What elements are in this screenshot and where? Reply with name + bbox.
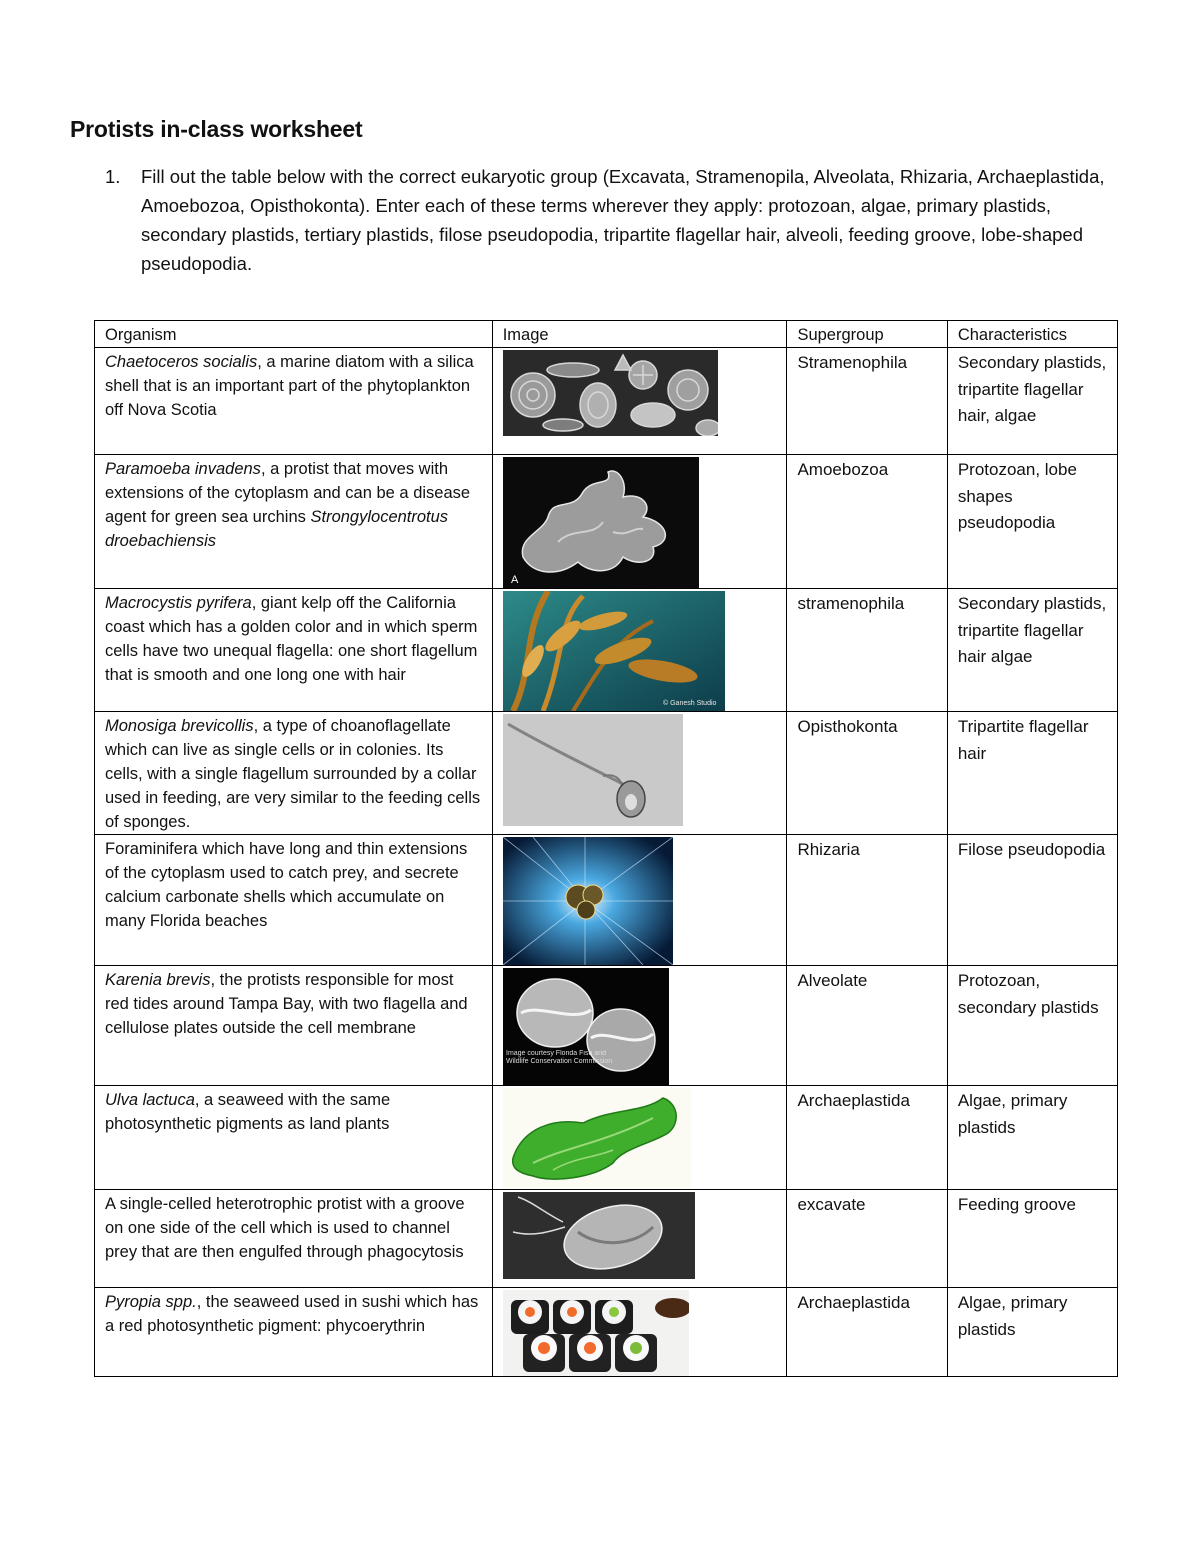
table-row: [95, 712, 1118, 835]
organism-cell: [95, 1190, 493, 1288]
header-supergroup: Supergroup: [787, 321, 947, 348]
organism-species: Chaetoceros socialis: [105, 353, 258, 371]
supergroup-cell: excavate: [787, 1190, 947, 1288]
image-cell: [492, 589, 787, 712]
characteristics-cell: Tripartite flagellar hair: [947, 712, 1117, 835]
excavate-micrograph: [503, 1192, 777, 1279]
image-cell: [492, 712, 787, 835]
image-cell: [492, 455, 787, 589]
diatoms-micrograph: [503, 350, 777, 436]
organism-species: Karenia brevis: [105, 971, 211, 989]
header-characteristics: Characteristics: [947, 321, 1117, 348]
organism-description: , the seaweed used in sushi which has a red photosynthetic pigment: phycoerythrin: [105, 1293, 479, 1335]
organism-description: , a type of choanoflagellate which can live as single cells or in colonies. Its cells, with a single flagellum surrounded by a collar used in feeding, are very similar to the feeding cells of sponges.: [105, 717, 481, 831]
organism-cell: [95, 455, 493, 589]
question-number: 1.: [105, 166, 121, 187]
amoeba-caption: A: [510, 574, 519, 586]
characteristics-cell: Algae, primary plastids: [947, 1288, 1117, 1377]
organism-species: Paramoeba invadens: [105, 460, 261, 478]
organism-description: , a marine diatom with a silica shell that is an important part of the phytoplankton off Nova Scotia: [105, 353, 474, 419]
organism-host-species: Strongylocentrotus droebachiensis: [105, 508, 449, 550]
organism-species: Monosiga brevicollis: [105, 717, 254, 735]
organism-description: , a protist that moves with extensions of the cytoplasm and can be a disease agent for green sea urchins: [105, 460, 471, 526]
organism-cell: [95, 966, 493, 1086]
image-cell: [492, 348, 787, 455]
organism-cell: [95, 712, 493, 835]
sushi-photo: [503, 1290, 777, 1376]
characteristics-cell: Protozoan, secondary plastids: [947, 966, 1117, 1086]
header-image: Image: [492, 321, 787, 348]
characteristics-cell: Algae, primary plastids: [947, 1086, 1117, 1190]
supergroup-cell: Alveolate: [787, 966, 947, 1086]
image-cell: [492, 1190, 787, 1288]
supergroup-cell: Amoebozoa: [787, 455, 947, 589]
organism-description: Foraminifera which have long and thin extensions of the cytoplasm used to catch prey, and secrete calcium carbonate shells which accumulate on many Florida beaches: [105, 840, 468, 930]
organism-cell: [95, 348, 493, 455]
table-row: [95, 966, 1118, 1086]
supergroup-cell: Archaeplastida: [787, 1288, 947, 1377]
image-cell: [492, 966, 787, 1086]
table-row: [95, 1288, 1118, 1377]
organism-cell: [95, 1288, 493, 1377]
organism-cell: [95, 1086, 493, 1190]
table-row: [95, 835, 1118, 966]
characteristics-cell: Secondary plastids, tripartite flagellar hair, algae: [947, 348, 1117, 455]
foraminifera-photo: [503, 837, 777, 965]
dinoflagellate-micrograph: [503, 968, 777, 1085]
organism-species: Pyropia spp.: [105, 1293, 197, 1311]
image-cell: [492, 1086, 787, 1190]
characteristics-cell: Feeding groove: [947, 1190, 1117, 1288]
kelp-photo: [503, 591, 777, 711]
organism-species: Macrocystis pyrifera: [105, 594, 252, 612]
table-row: [95, 1086, 1118, 1190]
characteristics-cell: Protozoan, lobe shapes pseudopodia: [947, 455, 1117, 589]
choanoflagellate-micrograph: [503, 714, 777, 826]
organism-species: Ulva lactuca: [105, 1091, 195, 1109]
organism-cell: [95, 835, 493, 966]
supergroup-cell: Stramenophila: [787, 348, 947, 455]
question-text: Fill out the table below with the correct eukaryotic group (Excavata, Stramenopila, Alveolata, Rhizaria, Archaeplastida, Amoebozoa, Opisthokonta). Enter each of these terms wherever they apply: protozoan, algae, primary plastids, secondary plastids, tertiary plastids, filose pseudopodia, tripartite flagellar hair, alveoli, feeding groove, lobe-shaped pseudopodia.: [141, 166, 1105, 274]
supergroup-cell: Opisthokonta: [787, 712, 947, 835]
characteristics-cell: Filose pseudopodia: [947, 835, 1117, 966]
supergroup-cell: Archaeplastida: [787, 1086, 947, 1190]
sea-lettuce-photo: [503, 1088, 777, 1188]
amoeba-micrograph: [503, 457, 777, 588]
table-header-row: [95, 321, 1118, 348]
protist-table: [94, 320, 1118, 1377]
organism-description: , the protists responsible for most red tides around Tampa Bay, with two flagella and cellulose plates outside the cell membrane: [105, 971, 468, 1037]
organism-description: A single-celled heterotrophic protist with a groove on one side of the cell which is used to channel prey that are then engulfed through phagocytosis: [105, 1195, 465, 1261]
organism-description: , a seaweed with the same photosynthetic pigments as land plants: [105, 1091, 391, 1133]
dinoflagellate-caption: Image courtesy Florida Fish and Wildlife Conservation Commission: [505, 1050, 612, 1065]
image-cell: [492, 1288, 787, 1377]
supergroup-cell: stramenophila: [787, 589, 947, 712]
table-row: [95, 1190, 1118, 1288]
image-cell: [492, 835, 787, 966]
header-organism: Organism: [95, 321, 493, 348]
characteristics-cell: Secondary plastids, tripartite flagellar hair algae: [947, 589, 1117, 712]
kelp-caption: © Ganesh Studio: [662, 700, 717, 707]
table-row: [95, 589, 1118, 712]
supergroup-cell: Rhizaria: [787, 835, 947, 966]
table-row: [95, 455, 1118, 589]
organism-cell: [95, 589, 493, 712]
question-1: [105, 162, 1135, 278]
worksheet-title: Protists in-class worksheet: [70, 116, 363, 142]
organism-description: , giant kelp off the California coast which has a golden color and in which sperm cells have two unequal flagella: one short flagellum that is smooth and one long one with hair: [105, 594, 478, 684]
table-row: [95, 348, 1118, 455]
